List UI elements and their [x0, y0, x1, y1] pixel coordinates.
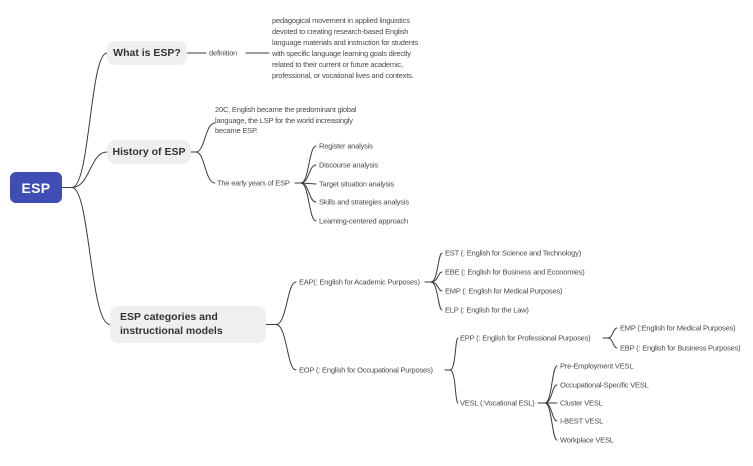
leaf-workplace-vesl[interactable]: Workplace VESL	[560, 435, 614, 445]
leaf-target-situation-analysis[interactable]: Target situation analysis	[319, 179, 395, 189]
leaf-register-analysis[interactable]: Register analysis	[319, 141, 373, 151]
leaf-ebp[interactable]: EBP (: English for Business Purposes)	[620, 343, 741, 353]
node-esp-categories[interactable]: ESP categories and instructional models	[110, 306, 266, 343]
leaf-discourse-analysis[interactable]: Discourse analysis	[319, 160, 378, 170]
label-epp[interactable]: EPP (: English for Professional Purposes)	[460, 333, 591, 343]
label-early-years-of-esp[interactable]: The early years of ESP	[217, 178, 290, 188]
label-vesl[interactable]: VESL (:Vocational ESL)	[460, 398, 535, 408]
leaf-emp-professional[interactable]: EMP (:English for Medical Purposes)	[620, 323, 736, 333]
leaf-learning-centered-approach[interactable]: Learning-centered approach	[319, 216, 409, 226]
leaf-cluster-vesl[interactable]: Cluster VESL	[560, 398, 603, 408]
node-esp-root[interactable]: ESP	[10, 172, 62, 203]
leaf-occupational-specific-vesl[interactable]: Occupational-Specific VESL	[560, 380, 649, 390]
label-eap[interactable]: EAP(: English for Academic Purposes)	[299, 277, 420, 287]
leaf-i-best-vesl[interactable]: I-BEST VESL	[560, 416, 604, 426]
text-history-note[interactable]: 20C, English became the predominant global language, the LSP for the world increasingly became ESP.	[215, 105, 357, 135]
leaf-est[interactable]: EST (: English for Science and Technology)	[445, 248, 581, 258]
node-what-is-esp[interactable]: What is ESP?	[107, 41, 187, 65]
leaf-pre-employment-vesl[interactable]: Pre-Employment VESL	[560, 361, 634, 371]
text-definition-description[interactable]: pedagogical movement in applied linguistics devoted to creating research-based English language materials and instruction for students with specific language learning goals directly related to their current or future academic, professional, or vocational lives and contexts.	[272, 16, 419, 80]
node-history-of-esp[interactable]: History of ESP	[107, 140, 191, 164]
leaf-emp-academic[interactable]: EMP (: English for Medical Purposes)	[445, 286, 563, 296]
leaf-elp[interactable]: ELP (: English for the Law)	[445, 305, 529, 315]
leaf-skills-strategies-analysis[interactable]: Skills and strategies analysis	[319, 197, 409, 207]
leaf-ebe[interactable]: EBE (: English for Business and Economies)	[445, 267, 585, 277]
label-eop[interactable]: EOP (: English for Occupational Purposes)	[299, 365, 433, 375]
label-definition[interactable]: definition	[209, 48, 238, 58]
